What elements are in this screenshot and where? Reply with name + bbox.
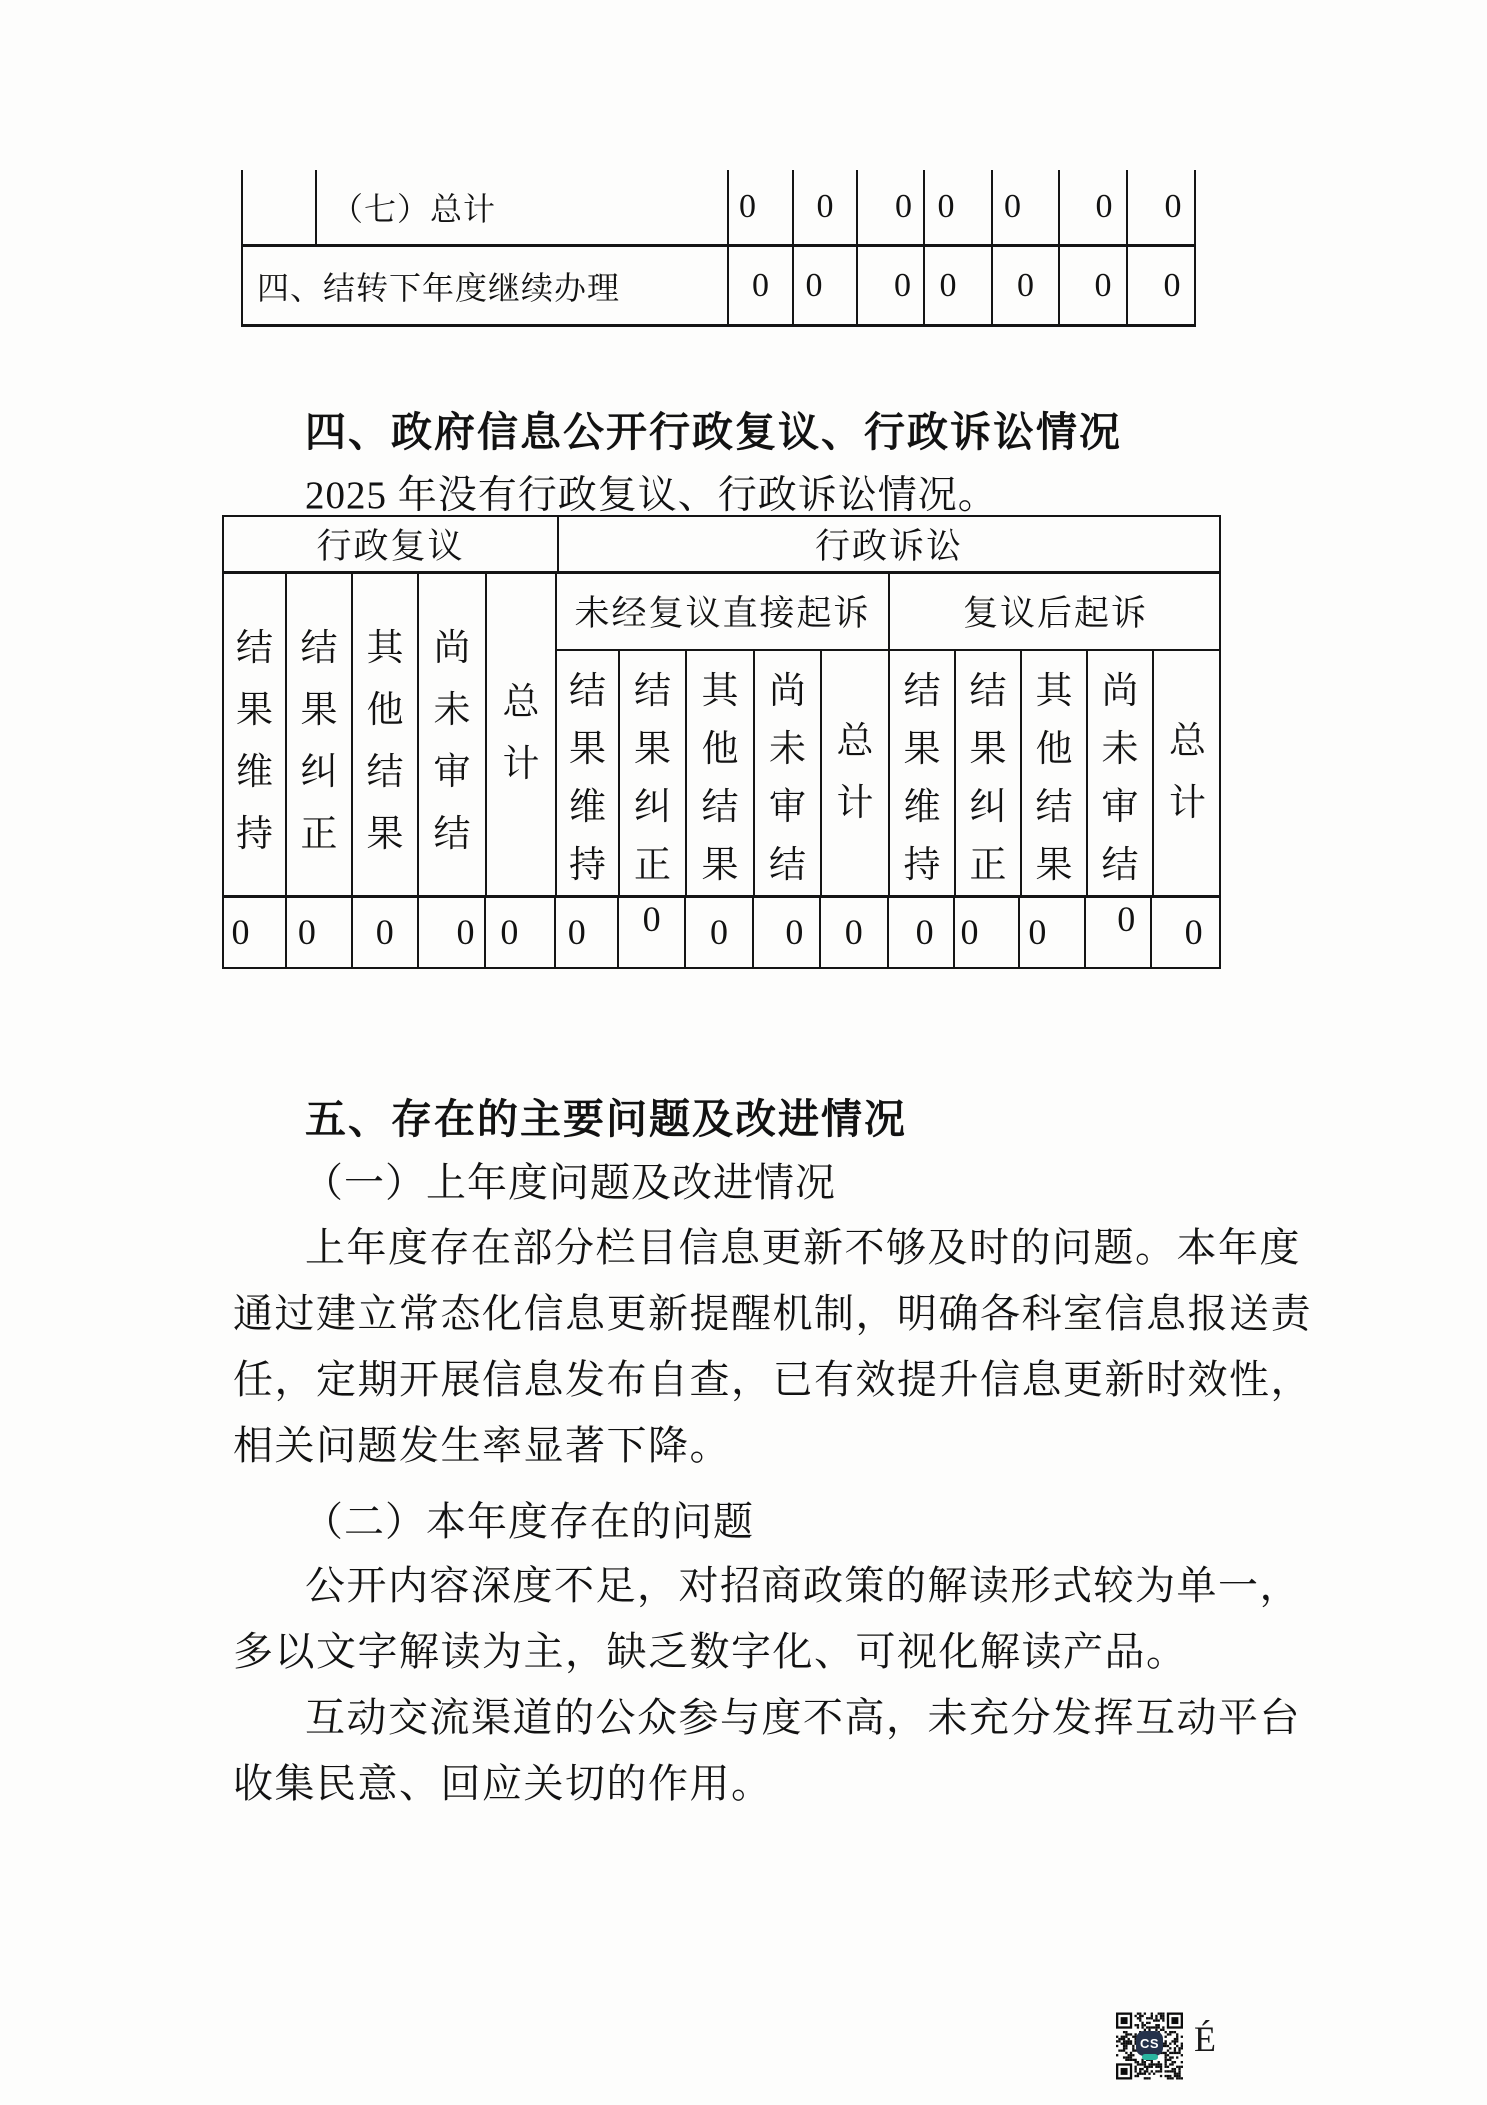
header-direct-lawsuit: 未经复议直接起诉 [557,574,890,649]
header-administrative-review: 行政复议 [224,517,559,571]
table-cell: 0 [686,898,754,967]
col-result-corrected: 结果纠正 [620,651,687,895]
page-side-mark: É [1194,2019,1216,2059]
table-cell: 0 [993,247,1060,324]
table-cell: 0 [287,898,353,967]
col-total: 总计 [822,651,890,895]
table-cell: 0 [556,898,619,967]
table-cell-empty [243,170,317,247]
table-cell: 0 [925,170,993,247]
col-result-corrected: 结果纠正 [287,574,353,895]
table-cell: 0 [794,170,858,247]
table-cell: 0 [1060,247,1128,324]
table-cell: 0 [729,170,794,247]
col-result-corrected: 结果纠正 [956,651,1022,895]
row-label-total: （七）总计 [317,170,729,247]
table-cell: 0 [925,247,993,324]
col-other-result: 其他结果 [1022,651,1088,895]
table-cell: 0 [858,170,925,247]
paragraph-content-depth: 公开内容深度不足，对招商政策的解读形式较为单一， 多以文字解读为主，缺乏数字化、可视化解读产品。 [233,1563,1301,1674]
table-cell: 0 [794,247,858,324]
col-result-upheld: 结果维持 [557,651,620,895]
table-cell: 0 [1128,170,1194,247]
subsection1-title: （一）上年度问题及改进情况 [303,1160,836,1205]
col-pending: 尚未审结 [1088,651,1154,895]
table-cell: 0 [1020,898,1086,967]
table-cell: 0 [1163,266,1181,304]
header-administrative-litigation: 行政诉讼 [814,526,963,566]
carryover-table [241,170,1196,327]
qr-logo-badge: CS [1136,2031,1163,2056]
row-label-carryover: 四、结转下年度继续办理 [243,247,729,324]
section4-intro: 2025 年没有行政复议、行政诉讼情况。 [305,474,998,517]
table-cell: 0 [754,898,821,967]
table-cell: 0 [955,898,1021,967]
paragraph-interaction: 互动交流渠道的公众参与度不高，未充分发挥互动平台 收集民意、回应关切的作用。 [233,1695,1301,1806]
table-cell: 0 [1086,898,1152,967]
col-pending: 尚未审结 [419,574,487,895]
table-cell: 0 [858,247,925,324]
table-cell: 0 [619,898,686,967]
header-lawsuit-after-review: 复议后起诉 [962,594,1148,634]
qr-logo-accent [1142,2054,1158,2060]
section5-heading: 五、存在的主要问题及改进情况 [305,1096,907,1142]
paragraph-improvements: 上年度存在部分栏目信息更新不够及时的问题。本年度 通过建立常态化信息更新提醒机制，明确各科室信息报送责 任，定期开展信息发布自查，已有效提升信息更新时效性， 相关问题发生率显著下降。 [233,1225,1312,1468]
review-columns [224,574,557,895]
col-other-result: 其他结果 [687,651,755,895]
table-cell: 0 [486,898,556,967]
col-total: 总计 [487,574,557,895]
table-cell: 0 [993,170,1060,247]
table-cell: 0 [889,898,955,967]
section4-heading: 四、政府信息公开行政复议、行政诉讼情况 [305,409,1122,455]
table-cell: 0 [729,247,794,324]
table-cell: 0 [1060,170,1128,247]
review-litigation-table [222,515,1221,969]
table-cell: 0 [821,898,889,967]
subsection2-title: （二）本年度存在的问题 [303,1499,754,1544]
table-cell: 0 [353,898,419,967]
col-result-upheld: 结果维持 [224,574,287,895]
col-total: 总计 [1169,720,1206,824]
table-cell: 0 [224,898,287,967]
litigation-columns [557,651,1221,895]
col-other-result: 其他结果 [353,574,419,895]
col-pending: 尚未审结 [755,651,822,895]
data-row [224,895,1219,967]
qr-code [1116,2012,1183,2080]
table-cell: 0 [1184,912,1203,953]
table-cell: 0 [419,898,487,967]
col-result-upheld: 结果维持 [890,651,956,895]
